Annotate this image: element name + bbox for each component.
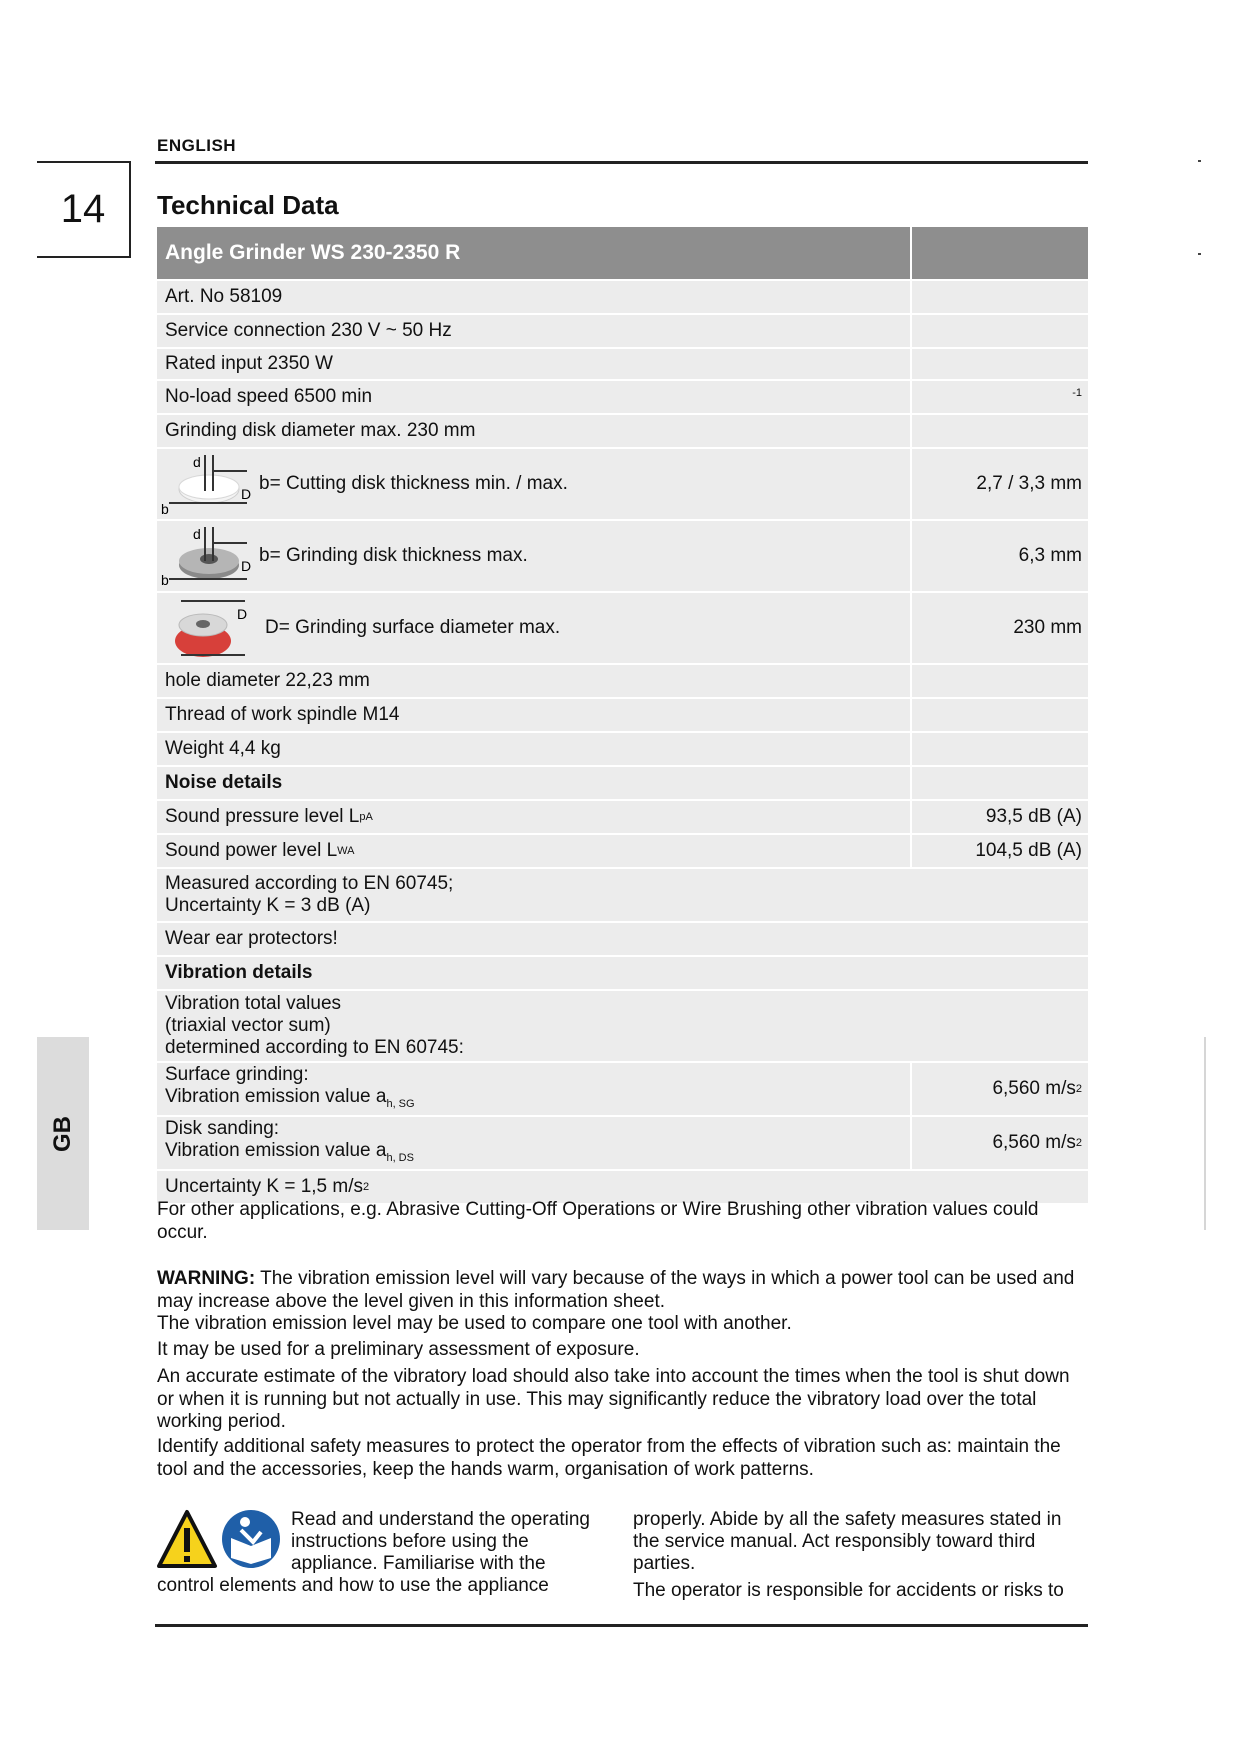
technical-data-table bbox=[157, 227, 1088, 1205]
row-label: D= Grinding surface diameter max. bbox=[265, 617, 561, 638]
row-value: 6,560 m/s bbox=[992, 1078, 1076, 1099]
language-tab-label: GB bbox=[49, 1115, 76, 1152]
page-number-box bbox=[37, 161, 131, 258]
row-value: 6,560 m/s bbox=[992, 1132, 1076, 1153]
table-row-grinding-surface bbox=[157, 593, 1088, 665]
table-heading: Angle Grinder WS 230-2350 R bbox=[157, 227, 912, 279]
manual-right-line: parties. bbox=[633, 1553, 696, 1574]
page-title: Technical Data bbox=[157, 190, 339, 220]
row-value bbox=[912, 415, 1088, 447]
diagram-letter: b bbox=[161, 572, 169, 588]
table-row-measured bbox=[157, 869, 1088, 923]
row-label: determined according to EN 60745: bbox=[165, 1037, 464, 1058]
row-label: Vibration total values bbox=[165, 993, 342, 1014]
row-value bbox=[912, 699, 1088, 731]
row-value: 6,3 mm bbox=[1018, 545, 1082, 566]
row-label: Disk sanding: bbox=[165, 1117, 280, 1139]
edge-line bbox=[1204, 1037, 1206, 1230]
row-label-exponent: 2 bbox=[363, 1181, 370, 1193]
table-row bbox=[157, 665, 1088, 699]
table-row bbox=[157, 281, 1088, 315]
table-row-sound-power bbox=[157, 835, 1088, 869]
row-value-exponent: 2 bbox=[1075, 1137, 1082, 1149]
diagram-letter: b bbox=[161, 501, 169, 517]
section-label: ENGLISH bbox=[157, 136, 237, 155]
row-label: hole diameter 22,23 mm bbox=[157, 665, 912, 697]
table-row-vibration-total bbox=[157, 991, 1088, 1063]
compare-note: The vibration emission level may be used to compare one tool with another. bbox=[157, 1313, 792, 1334]
row-label: (triaxial vector sum) bbox=[165, 1015, 331, 1036]
row-label: Uncertainty K = 1,5 m/s bbox=[165, 1176, 363, 1197]
read-manual-icon bbox=[222, 1510, 280, 1568]
table-header-row bbox=[157, 227, 1088, 281]
warning-label: WARNING: bbox=[157, 1268, 256, 1289]
row-value bbox=[912, 349, 1088, 379]
table-row-grinding-disk bbox=[157, 521, 1088, 593]
manual-left-line: instructions before using the bbox=[291, 1531, 529, 1552]
grinding-disk-diagram-icon bbox=[161, 523, 251, 589]
edge-mark bbox=[1198, 253, 1201, 255]
row-label-subscript: pA bbox=[359, 811, 373, 823]
row-label: Grinding disk diameter max. 230 mm bbox=[157, 415, 912, 447]
edge-mark bbox=[1198, 160, 1201, 162]
row-label-subscript: WA bbox=[337, 845, 355, 857]
manual-left-line: Read and understand the operating bbox=[291, 1509, 590, 1530]
estimate-note: An accurate estimate of the vibratory load should also take into account the times when the tool is shut down or when it is running but not actually in use. This may significantly reduce the vibratory load over the total working period. bbox=[157, 1366, 1070, 1432]
row-label: Sound pressure level L bbox=[165, 806, 360, 827]
manual-left-line: control elements and how to use the appliance bbox=[157, 1575, 549, 1596]
table-row-protectors bbox=[157, 923, 1088, 957]
row-label: b= Grinding disk thickness max. bbox=[259, 545, 528, 566]
row-label: Weight 4,4 kg bbox=[157, 733, 912, 765]
row-value bbox=[912, 733, 1088, 765]
vibration-heading: Vibration details bbox=[165, 962, 313, 983]
row-label: Vibration emission value a bbox=[165, 1139, 387, 1161]
table-row bbox=[157, 415, 1088, 449]
row-label-subscript: h, DS bbox=[386, 1151, 414, 1164]
table-row bbox=[157, 733, 1088, 767]
diagram-letter: d bbox=[193, 454, 201, 470]
row-label: Measured according to EN 60745; bbox=[165, 873, 454, 894]
row-label: No-load speed 6500 min bbox=[157, 381, 912, 413]
manual-right-line: The operator is responsible for accidents or risks to bbox=[633, 1580, 1064, 1601]
other-applications-note: For other applications, e.g. Abrasive Cutting-Off Operations or Wire Brushing other vibration values could occur. bbox=[157, 1199, 1039, 1243]
bottom-rule bbox=[155, 1624, 1088, 1627]
row-label: Art. No 58109 bbox=[157, 281, 912, 313]
manual-right-line: the service manual. Act responsibly toward third bbox=[633, 1531, 1036, 1552]
language-side-tab bbox=[37, 1037, 89, 1230]
row-value: 2,7 / 3,3 mm bbox=[976, 473, 1082, 494]
row-label: b= Cutting disk thickness min. / max. bbox=[259, 473, 568, 494]
table-row bbox=[157, 349, 1088, 381]
vibration-heading-row bbox=[157, 957, 1088, 991]
manual-right-line: properly. Abide by all the safety measures stated in bbox=[633, 1509, 1062, 1530]
row-value: 93,5 dB (A) bbox=[985, 806, 1082, 827]
row-value bbox=[912, 315, 1088, 347]
cutting-disk-diagram-icon bbox=[161, 451, 251, 517]
table-row bbox=[157, 381, 1088, 415]
table-row-surface-grinding bbox=[157, 1063, 1088, 1117]
page-number: 14 bbox=[60, 187, 106, 231]
row-value bbox=[912, 281, 1088, 313]
row-label: Uncertainty K = 3 dB (A) bbox=[165, 895, 371, 916]
row-label: Wear ear protectors! bbox=[165, 928, 338, 949]
noise-heading: Noise details bbox=[157, 767, 912, 799]
table-row-cutting-disk bbox=[157, 449, 1088, 521]
warning-text: The vibration emission level will vary because of the ways in which a power tool can be used and may increase above the level given in this information sheet. bbox=[157, 1268, 1075, 1312]
row-label: Surface grinding: bbox=[165, 1063, 309, 1085]
row-label-subscript: h, SG bbox=[386, 1097, 415, 1110]
row-value: 104,5 dB (A) bbox=[975, 840, 1082, 861]
row-label: Rated input 2350 W bbox=[157, 349, 912, 379]
manual-icons bbox=[157, 1508, 283, 1570]
diagram-letter: D bbox=[241, 486, 251, 502]
preliminary-note: It may be used for a preliminary assessment of exposure. bbox=[157, 1339, 640, 1360]
wire-brush-diagram-icon bbox=[161, 595, 251, 661]
diagram-letter: D bbox=[237, 606, 248, 622]
diagram-letter: d bbox=[193, 526, 201, 542]
row-value bbox=[912, 665, 1088, 697]
noise-heading-row bbox=[157, 767, 1088, 801]
row-value-exponent: 2 bbox=[1075, 1083, 1082, 1095]
table-row-sound-pressure bbox=[157, 801, 1088, 835]
row-label: Thread of work spindle M14 bbox=[157, 699, 912, 731]
identify-note: Identify additional safety measures to protect the operator from the effects of vibration such as: maintain the tool and the accessories, keep the hands warm, organisation of work patterns. bbox=[157, 1436, 1061, 1480]
table-row bbox=[157, 315, 1088, 349]
row-label: Service connection 230 V ~ 50 Hz bbox=[157, 315, 912, 347]
manual-left-line: appliance. Familiarise with the bbox=[291, 1553, 546, 1574]
top-rule bbox=[155, 161, 1088, 164]
warning-triangle-icon bbox=[159, 1512, 215, 1566]
row-label: Sound power level L bbox=[165, 840, 338, 861]
row-value-exponent: -1 bbox=[1072, 387, 1082, 399]
warning-paragraph bbox=[157, 1268, 1087, 1313]
row-value: 230 mm bbox=[1013, 617, 1082, 638]
table-row bbox=[157, 699, 1088, 733]
diagram-letter: D bbox=[241, 558, 251, 574]
row-label: Vibration emission value a bbox=[165, 1085, 387, 1107]
table-row-disk-sanding bbox=[157, 1117, 1088, 1171]
